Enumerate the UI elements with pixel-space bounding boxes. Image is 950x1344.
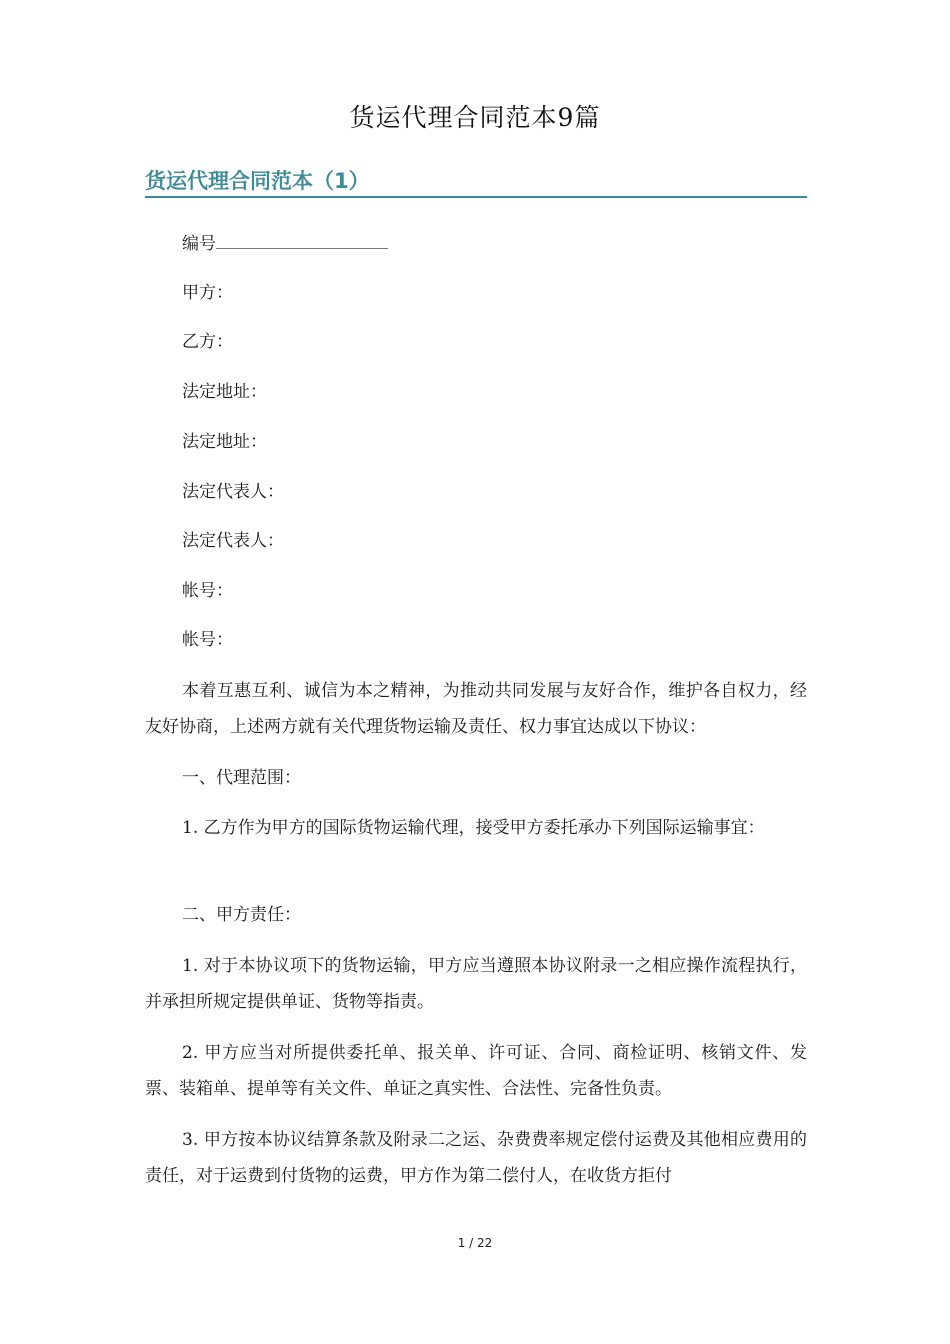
section-heading: 货运代理合同范本（1）: [145, 166, 807, 198]
section-1-title: 一、代理范围：: [182, 768, 301, 788]
section-2-item-1: 1. 对于本协议项下的货物运输，甲方应当遵照本协议附录一之相应操作流程执行，并承担所规定提供单证、货物等指责。: [145, 956, 807, 1012]
section-1-item-1: 1. 乙方作为甲方的国际货物运输代理，接受甲方委托承办下列国际运输事宜：: [182, 818, 765, 838]
legal-address-label: 法定地址：: [182, 382, 267, 402]
section-2-title: 二、甲方责任：: [182, 905, 301, 925]
number-blank-line: [216, 230, 388, 249]
number-field: [182, 230, 388, 256]
section-2-item-3: 3. 甲方按本协议结算条款及附录二之运、杂费费率规定偿付运费及其他相应费用的责任，对于运费到付货物的运费，甲方作为第二偿付人，在收货方拒付: [145, 1130, 807, 1186]
party-b-label: 乙方：: [182, 332, 233, 352]
intro-paragraph: 本着互惠互利、诚信为本之精神，为推动共同发展与友好合作，维护各自权力，经友好协商，上述两方就有关代理货物运输及责任、权力事宜达成以下协议：: [145, 681, 807, 737]
document-title: 货运代理合同范本9篇: [349, 103, 601, 132]
page-number: 1 / 22: [457, 1236, 493, 1250]
party-a-label: 甲方：: [182, 283, 233, 303]
legal-address-label: 法定地址：: [182, 432, 267, 452]
legal-representative-label: 法定代表人：: [182, 531, 284, 551]
section-2-item-2: 2. 甲方应当对所提供委托单、报关单、许可证、合同、商检证明、核销文件、发票、装箱单、提单等有关文件、单证之真实性、合法性、完备性负责。: [145, 1043, 807, 1099]
account-label: 帐号：: [182, 581, 233, 601]
account-label: 帐号：: [182, 630, 233, 650]
number-label: 编号: [182, 234, 216, 254]
legal-representative-label: 法定代表人：: [182, 482, 284, 502]
